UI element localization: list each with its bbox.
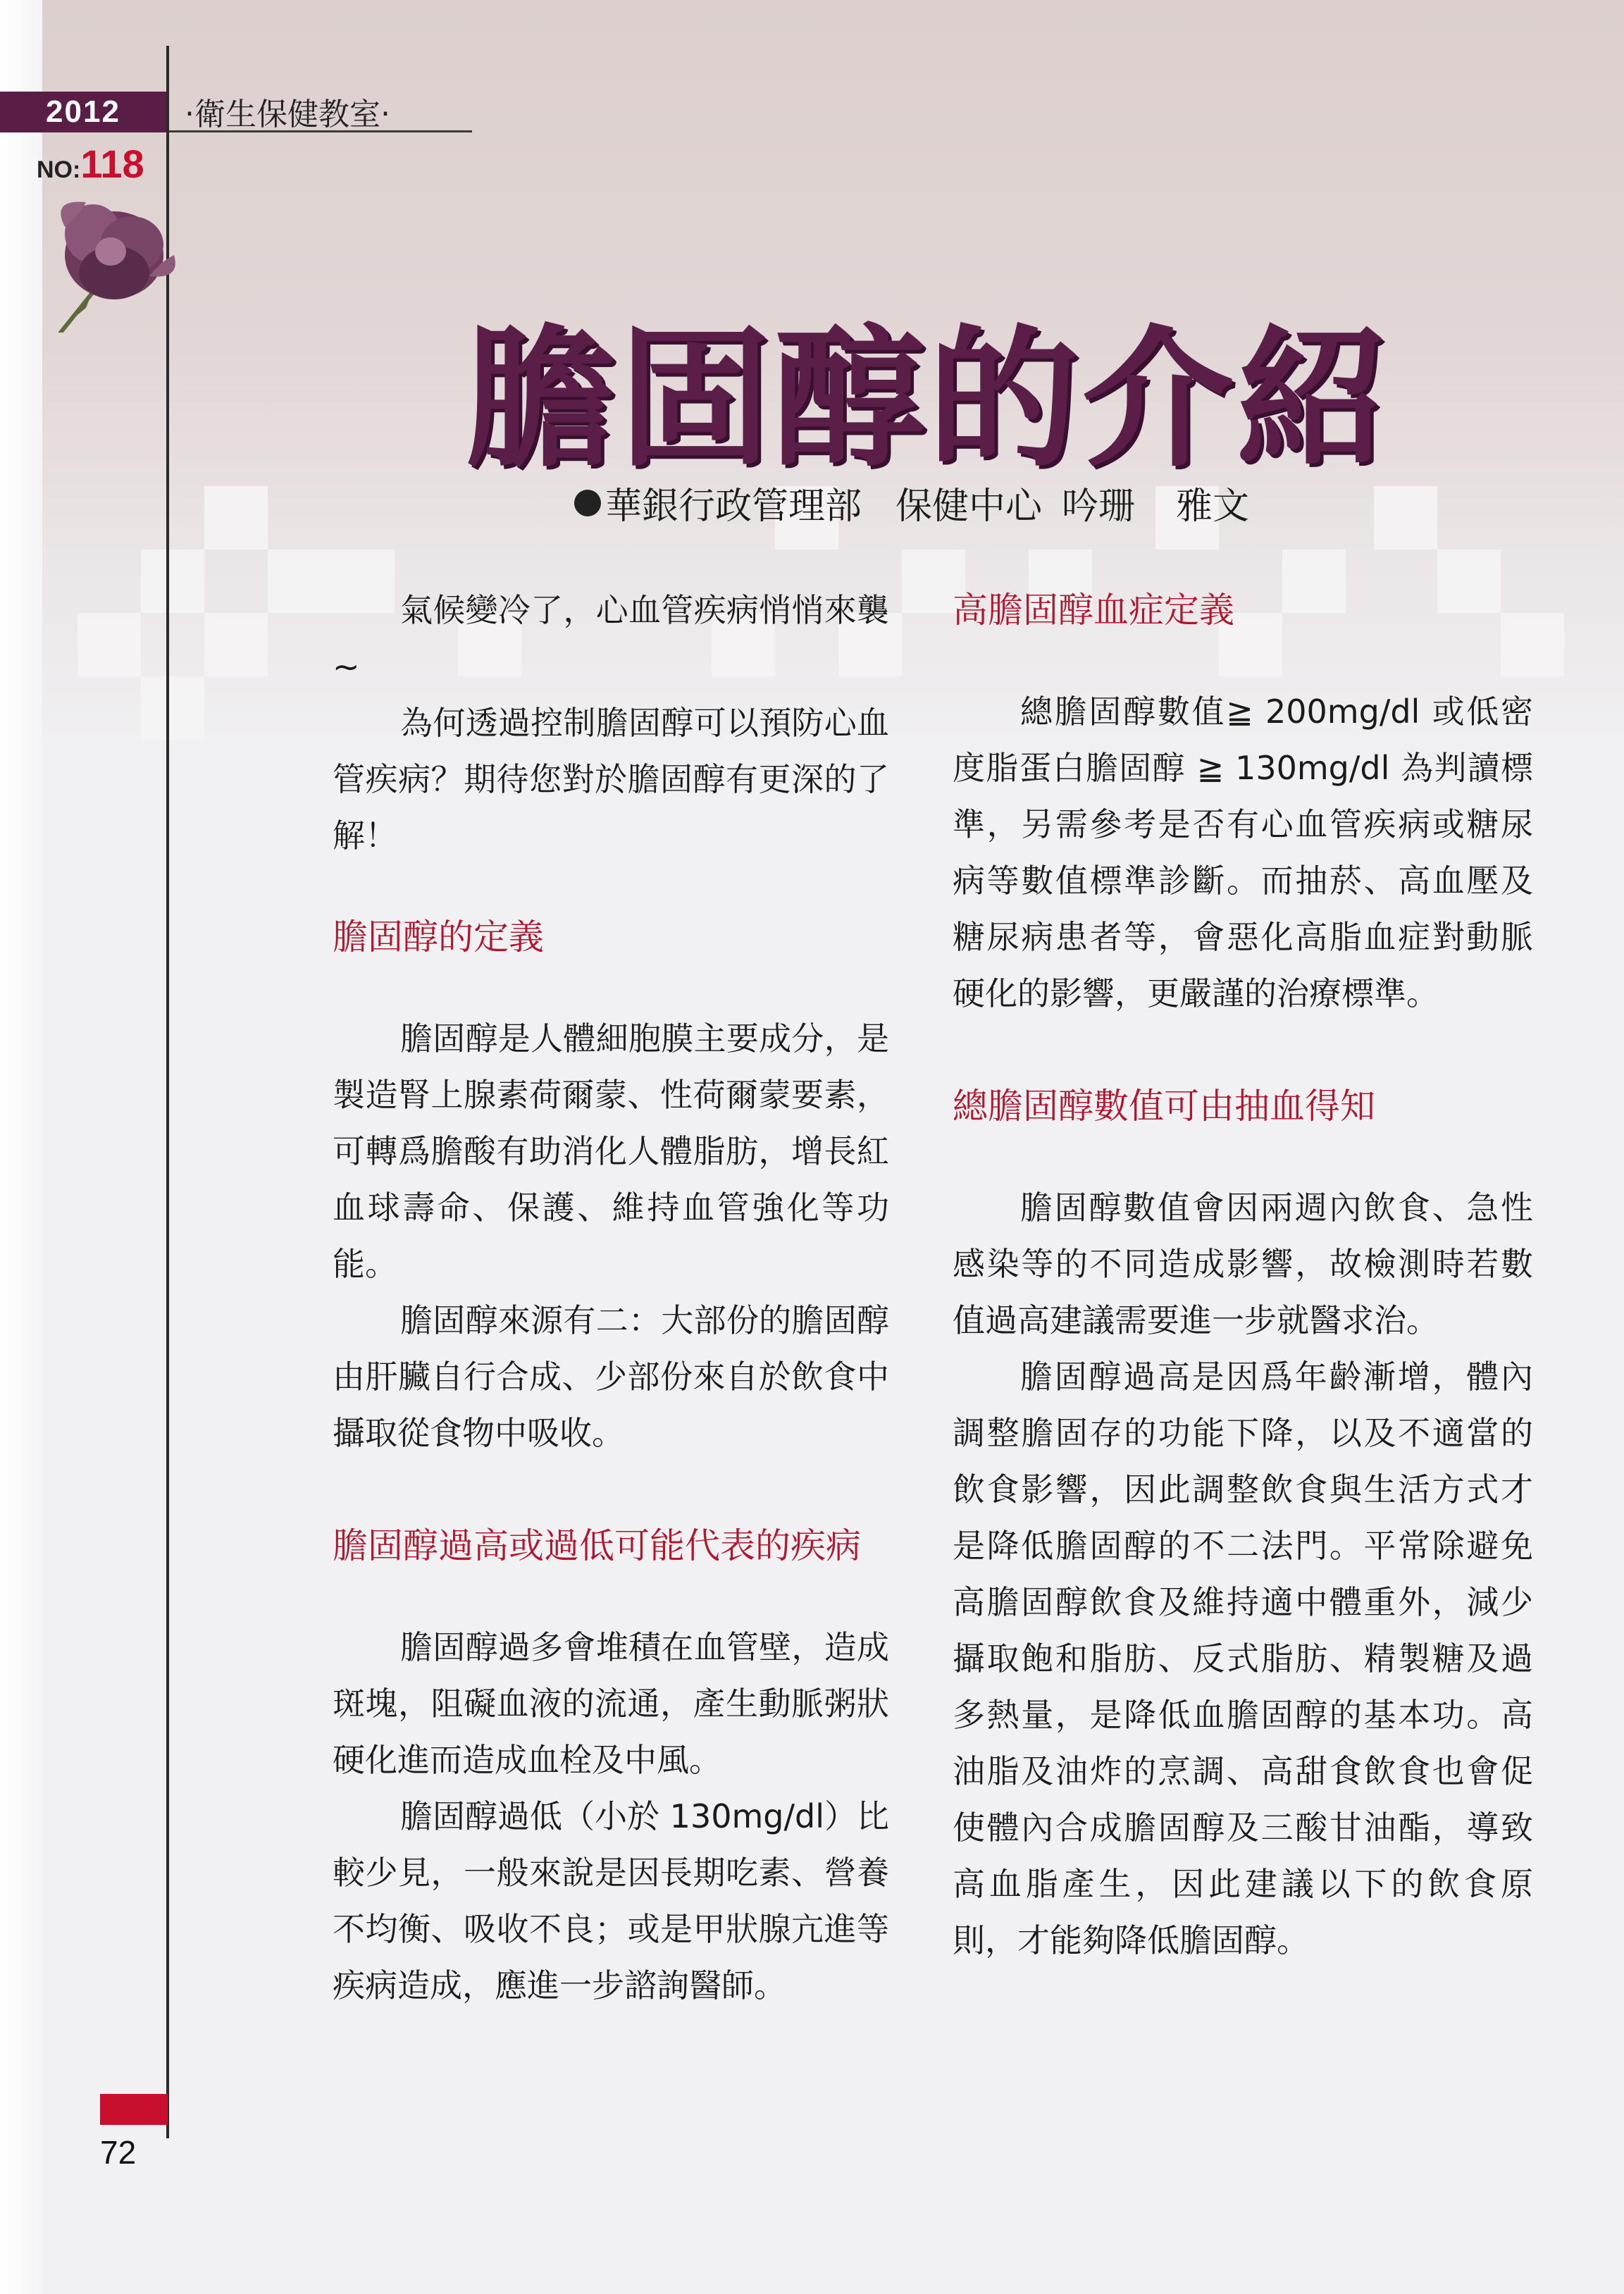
byline-center: 保健中心 <box>895 485 1043 528</box>
issue-label: NO: <box>37 156 81 183</box>
definition-paragraph-2: 膽固醇來源有二：大部份的膽固醇由肝臟自行合成、少部份來自於飲食中攝取從食物中吸收。 <box>333 1301 889 1452</box>
section-heading-hypercholesterolemia: 高膽固醇血症定義 <box>953 590 1234 631</box>
byline-bullet-icon <box>574 490 601 516</box>
disease-paragraph-2: 膽固醇過低（小於 130mg/dl）比較少見，一般來說是因長期吃素、營養不均衡、吸收不良；或是甲狀腺亢進等疾病造成，應進一步諮詢醫師。 <box>333 1797 889 2004</box>
article-title: 膽固醇的介紹 <box>465 311 1391 488</box>
blood-test-paragraph-2: 膽固醇過高是因爲年齡漸增，體內調整膽固存的功能下降，以及不適當的飲食影響，因此調整飲食與生活方式才是降低膽固醇的不二法門。平常除避免高膽固醇飲食及維持適中體重外，減少攝取飽和脂肪、反式脂肪、精製糖及過多熱量，是降低血膽固醇的基本功。高油脂及油炸的烹調、高甜食飲食也會促使體內合成膽固醇及三酸甘油酯，導致高血脂產生，因此建議以下的飲食原則，才能夠降低膽固醇。 <box>953 1358 1533 1959</box>
byline-department: 華銀行政管理部 <box>605 485 862 528</box>
definition-paragraph-1: 膽固醇是人體細胞膜主要成分，是製造腎上腺素荷爾蒙、性荷爾蒙要素，可轉爲膽酸有助消化人體脂肪，增長紅血球壽命、保護、維持血管強化等功能。 <box>333 1019 889 1283</box>
byline-author-1: 吟珊 <box>1062 485 1136 528</box>
margin-rule <box>166 46 169 2138</box>
issue-value: 118 <box>80 142 144 186</box>
disease-paragraph-1: 膽固醇過多會堆積在血管壁，造成斑塊，阻礙血液的流通，產生動脈粥狀硬化進而造成血栓及中風。 <box>333 1628 889 1779</box>
intro-paragraph-1: 氣候變冷了，心血管疾病悄悄來襲~ <box>333 591 889 686</box>
byline <box>574 476 1249 529</box>
section-heading-definition: 膽固醇的定義 <box>333 917 544 957</box>
byline-author-2: 雅文 <box>1176 485 1250 528</box>
flower-icon <box>44 185 185 333</box>
blood-test-paragraph-1: 膽固醇數值會因兩週內飲食、急性感染等的不同造成影響，故檢測時若數值過高建議需要進一步就醫求治。 <box>953 1189 1533 1339</box>
left-column <box>333 582 889 2014</box>
page-number-marker <box>100 2094 168 2125</box>
year-label: 2012 <box>0 92 166 132</box>
section-heading-blood-test: 總膽固醇數值可由抽血得知 <box>953 1086 1375 1127</box>
column-name: ‧衛生保健教室‧ <box>185 97 390 132</box>
section-heading-diseases: 膽固醇過高或過低可能代表的疾病 <box>333 1525 861 1566</box>
criteria-paragraph: 總膽固醇數值≧ 200mg/dl 或低密度脂蛋白膽固醇 ≧ 130mg/dl 為判讀標準，另需參考是否有心血管疾病或糖尿病等數值標準診斷。而抽菸、高血壓及糖尿病患者等，會惡化高脂血症對動脈硬化的影響，更嚴謹的治療標準。 <box>953 693 1533 1012</box>
intro-paragraph-2: 為何透過控制膽固醇可以預防心血管疾病？期待您對於膽固醇有更深的了解！ <box>333 704 889 855</box>
right-column <box>953 582 1533 1968</box>
page-number: 72 <box>100 2134 137 2171</box>
issue-number <box>37 141 144 187</box>
